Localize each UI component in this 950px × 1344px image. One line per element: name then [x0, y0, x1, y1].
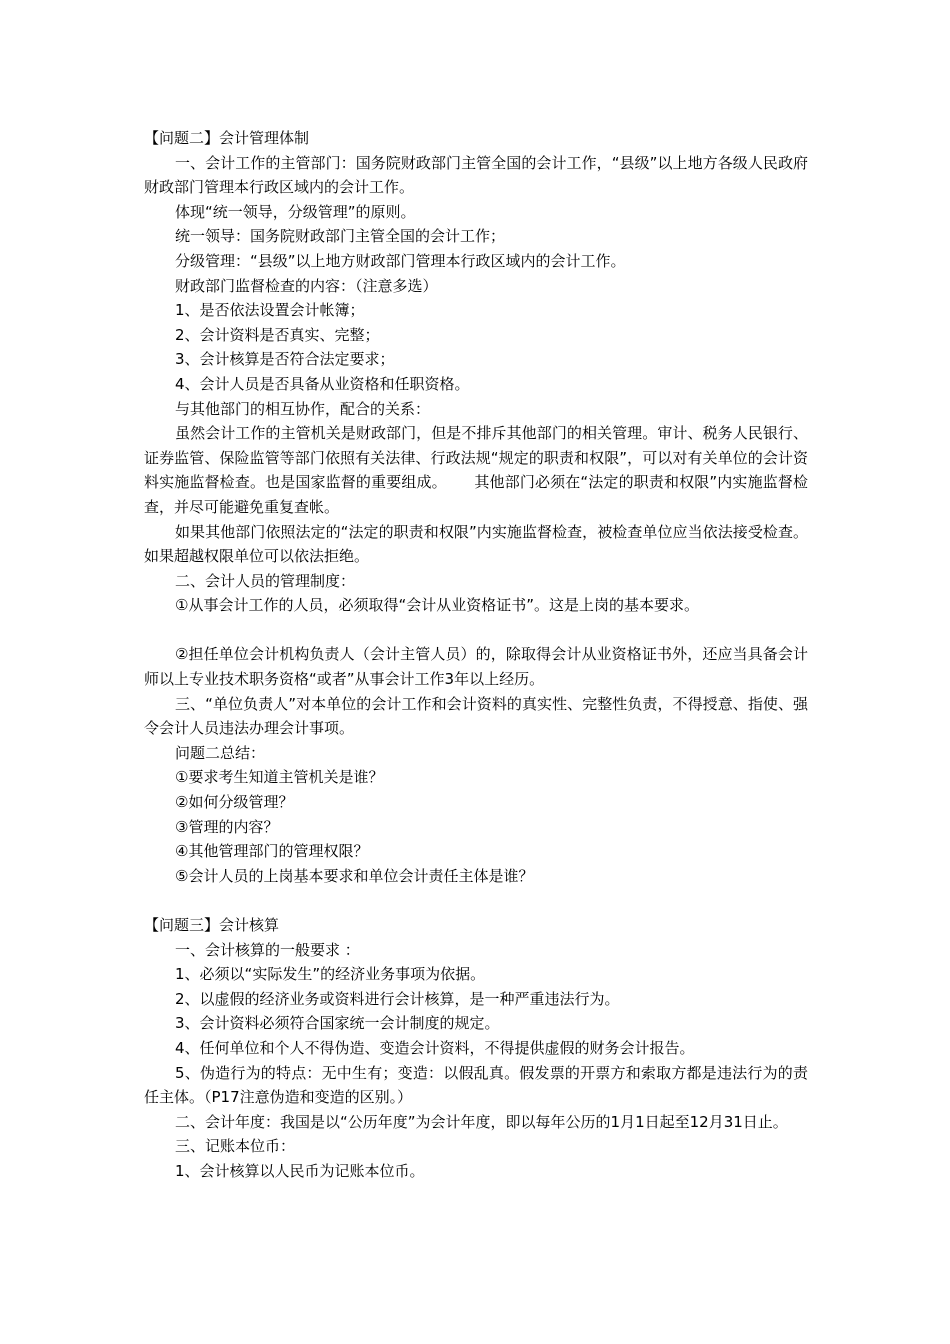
paragraph: 体现“统一领导，分级管理”的原则。: [175, 202, 416, 221]
list-item: ③管理的内容？: [175, 817, 279, 836]
blank-line: [144, 618, 808, 643]
paragraph: 三、记账本位币：: [175, 1137, 296, 1156]
paragraph: 如果其他部门依照法定的“法定的职责和权限”内实施监督检查，被检查单位应当依法接受检查。如果超越权限单位可以依法拒绝。: [144, 522, 808, 566]
paragraph: 财政部门监督检查的内容：（注意多选）: [175, 276, 438, 295]
paragraph: ①从事会计工作的人员，必须取得“会计从业资格证书”。这是上岗的基本要求。: [175, 596, 699, 615]
list-item: 4、任何单位和个人不得伪造、变造会计资料，不得提供虚假的财务会计报告。: [175, 1038, 695, 1057]
paragraph: 分级管理：“县级”以上地方财政部门管理本行政区域内的会计工作。: [175, 251, 626, 270]
section-2-title: 【问题二】会计管理体制: [144, 129, 310, 147]
list-item: 2、会计资料是否真实、完整；: [175, 325, 380, 344]
list-item: 1、是否依法设置会计帐簿；: [175, 301, 365, 320]
paragraph: 问题二总结：: [175, 743, 266, 762]
list-item: 5、伪造行为的特点：无中生有；变造：以假乱真。假发票的开票方和索取方都是违法行为的责任主体。（P17注意伪造和变造的区别。）: [144, 1063, 808, 1107]
paragraph: 二、会计人员的管理制度：: [175, 571, 356, 590]
paragraph: 二、会计年度：我国是以“公历年度”为会计年度，即以每年公历的1月1日起至12月31日止。: [175, 1112, 788, 1131]
list-item: ④其他管理部门的管理权限？: [175, 842, 369, 861]
list-item: 2、以虚假的经济业务或资料进行会计核算，是一种严重违法行为。: [175, 989, 620, 1008]
list-item: ②如何分级管理？: [175, 793, 294, 812]
section-3-title: 【问题三】会计核算: [144, 916, 280, 934]
list-item: ①要求考生知道主管机关是谁？: [175, 768, 384, 787]
list-item: ⑤会计人员的上岗基本要求和单位会计责任主体是谁？: [175, 866, 534, 885]
paragraph: 虽然会计工作的主管机关是财政部门，但是不排斥其他部门的相关管理。审计、税务人民银行、证券监管、保险监管等部门依照有关法律、行政法规“规定的职责和权限”，可以对有关单位的会计资料实施监督检查。也是国家监督的重要组成。 其他部门必须在“法定的职责和权限”内实施监督检查，并尽可能避免重复查帐。: [144, 424, 808, 516]
paragraph: 与其他部门的相互协作，配合的关系：: [175, 399, 431, 418]
paragraph: 一、会计工作的主管部门：国务院财政部门主管全国的会计工作，“县级”以上地方各级人民政府财政部门管理本行政区域内的会计工作。: [144, 153, 808, 197]
paragraph: 一、会计核算的一般要求 ：: [175, 940, 360, 959]
list-item: 3、会计资料必须符合国家统一会计制度的规定。: [175, 1014, 500, 1033]
paragraph: 三、“单位负责人”对本单位的会计工作和会计资料的真实性、完整性负责，不得授意、指使、强令会计人员违法办理会计事项。: [144, 694, 808, 738]
paragraph: 统一领导：国务院财政部门主管全国的会计工作；: [175, 227, 506, 246]
list-item: 3、会计核算是否符合法定要求；: [175, 350, 395, 369]
document-body: [144, 126, 808, 1184]
list-item: 1、会计核算以人民币为记账本位币。: [175, 1161, 425, 1180]
blank-line: [144, 888, 808, 913]
paragraph: ②担任单位会计机构负责人（会计主管人员）的，除取得会计从业资格证书外，还应当具备会计师以上专业技术职务资格“或者”从事会计工作3年以上经历。: [144, 645, 808, 689]
list-item: 4、会计人员是否具备从业资格和任职资格。: [175, 374, 470, 393]
list-item: 1、必须以“实际发生”的经济业务事项为依据。: [175, 965, 486, 984]
